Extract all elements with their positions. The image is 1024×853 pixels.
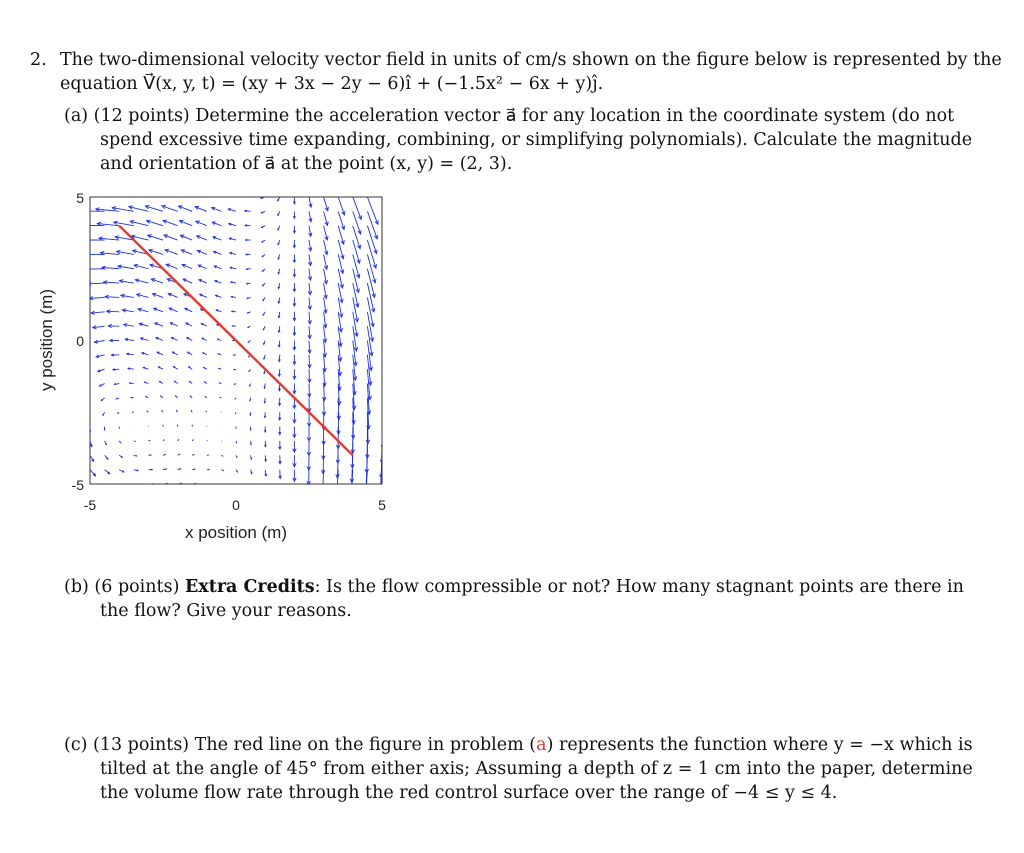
- arrow-shaft: [68, 254, 90, 256]
- arrow-head: [383, 401, 386, 405]
- arrow-head: [70, 269, 74, 272]
- velocity-arrow: [382, 226, 393, 259]
- velocity-arrow: [161, 191, 178, 197]
- arrow-head: [104, 429, 105, 430]
- velocity-arrow: [221, 455, 222, 456]
- arrow-head: [162, 411, 163, 412]
- arrow-head: [64, 226, 68, 229]
- arrow-head: [165, 469, 166, 470]
- arrow-head: [86, 267, 90, 270]
- part-a-line-1: (a) (12 points) Determine the acceleration vector a⃗ for any location in the coordinate system (do not: [64, 106, 955, 126]
- velocity-arrow: [382, 283, 391, 317]
- velocity-arrow: [293, 484, 296, 496]
- arrow-head: [233, 355, 234, 356]
- arrow-shaft: [382, 326, 387, 361]
- arrow-shaft: [63, 211, 90, 213]
- arrow-head: [389, 284, 392, 288]
- velocity-arrow: [83, 369, 90, 373]
- arrow-head: [234, 369, 235, 370]
- arrow-shaft: [144, 191, 163, 197]
- arrow-shaft: [66, 240, 90, 242]
- part-c-line-2: tilted at the angle of 45° from either axis; Assuming a depth of z = 1 cm into the paper, determine: [100, 759, 973, 779]
- velocity-arrow: [206, 411, 207, 412]
- part-a-line-3: and orientation of a⃗ at the point (x, y) = (2, 3).: [100, 154, 513, 174]
- arrow-shaft: [83, 369, 90, 373]
- velocity-arrow: [94, 193, 119, 197]
- arrow-shaft: [382, 312, 388, 347]
- arrow-head: [335, 503, 338, 507]
- arrow-shaft: [251, 484, 253, 488]
- arrow-head: [385, 357, 388, 361]
- arrow-shaft: [86, 398, 90, 403]
- arrow-head: [180, 469, 181, 470]
- arrow-head: [228, 194, 231, 197]
- arrow-head: [236, 442, 237, 443]
- velocity-arrow: [72, 283, 90, 287]
- arrow-shaft: [161, 191, 178, 197]
- velocity-arrow: [66, 240, 90, 244]
- arrow-head: [86, 401, 88, 403]
- arrow-shaft: [280, 484, 281, 493]
- arrow-head: [191, 411, 192, 412]
- velocity-arrow: [233, 355, 236, 356]
- arrow-head: [85, 386, 87, 388]
- arrow-head: [208, 469, 209, 470]
- problem-intro-line-2: equation V⃗(x, y, t) = (xy + 3x − 2y − 6)î + (−1.5x² − 6x + y)ĵ.: [60, 74, 604, 94]
- arrow-head: [123, 485, 125, 487]
- arrow-head: [390, 255, 393, 259]
- arrow-shaft: [79, 211, 104, 212]
- velocity-arrow: [382, 240, 393, 273]
- part-b-line-2: the flow? Give your reasons.: [100, 601, 352, 621]
- velocity-arrow: [111, 192, 134, 197]
- velocity-arrow: [68, 254, 90, 258]
- velocity-arrow: [64, 226, 90, 229]
- arrow-head: [144, 191, 148, 194]
- arrow-shaft: [194, 192, 207, 197]
- velocity-arrow: [349, 484, 353, 512]
- velocity-arrow: [144, 191, 163, 197]
- arrow-head: [250, 443, 251, 444]
- arrow-shaft: [382, 341, 387, 376]
- arrow-head: [72, 284, 76, 287]
- velocity-arrow: [382, 269, 391, 303]
- arrow-head: [88, 416, 90, 418]
- arrow-shaft: [81, 355, 90, 359]
- problem-intro-line-1: The two-dimensional velocity vector field in units of cm/s shown on the figure below is represented by the: [60, 50, 1002, 70]
- velocity-arrow: [382, 326, 389, 361]
- part-b-prefix: (b) (6 points): [64, 577, 185, 597]
- arrow-head: [118, 413, 119, 414]
- velocity-arrow: [105, 484, 112, 488]
- arrow-head: [81, 356, 85, 359]
- arrow-head: [321, 485, 324, 489]
- velocity-arrow: [86, 398, 90, 403]
- arrow-shaft: [382, 254, 391, 288]
- arrow-head: [307, 496, 310, 500]
- arrow-head: [161, 191, 165, 194]
- arrow-head: [83, 238, 87, 241]
- velocity-arrow: [382, 197, 395, 230]
- arrow-head: [111, 192, 115, 195]
- part-c-prefix: (c) (13 points) The red line on the figure in problem (: [64, 735, 537, 755]
- velocity-arrow: [236, 441, 237, 443]
- arrow-head: [205, 397, 206, 398]
- arrow-shaft: [308, 484, 309, 499]
- velocity-arrow: [265, 484, 267, 491]
- arrow-head: [382, 416, 385, 420]
- arrow-head: [379, 489, 382, 493]
- arrow-head: [63, 211, 67, 214]
- arrow-head: [61, 196, 65, 199]
- part-b-extra-credits: Extra Credits: [184, 577, 315, 597]
- arrow-head: [66, 240, 70, 243]
- arrow-head: [94, 193, 98, 196]
- arrow-shaft: [382, 197, 395, 230]
- arrow-shaft: [128, 192, 149, 197]
- arrow-head: [387, 328, 390, 332]
- arrow-head: [211, 193, 215, 196]
- velocity-arrow: [70, 269, 90, 273]
- x-tick-label: 0: [232, 497, 240, 513]
- arrow-head: [250, 414, 251, 415]
- velocity-arrow: [128, 191, 149, 197]
- arrow-head: [128, 191, 132, 194]
- arrow-shaft: [85, 384, 90, 389]
- arrow-shaft: [178, 191, 193, 197]
- arrow-shaft: [75, 312, 90, 315]
- arrow-head: [194, 192, 198, 195]
- y-tick-label: 5: [76, 190, 84, 206]
- velocity-arrow: [207, 469, 209, 470]
- arrow-shaft: [107, 311, 120, 312]
- velocity-arrow: [251, 484, 253, 488]
- arrow-shaft: [64, 226, 90, 228]
- arrow-head: [109, 486, 112, 488]
- arrow-shaft: [207, 440, 208, 441]
- velocity-arrow: [382, 312, 389, 347]
- velocity-arrow: [148, 440, 149, 441]
- x-tick-label: 5: [378, 497, 386, 513]
- arrow-shaft: [211, 193, 221, 197]
- velocity-arrow: [148, 469, 152, 470]
- part-a-line-2: spend excessive time expanding, combining, or simplifying polynomials). Calculate the magnitude: [100, 130, 973, 150]
- y-tick-label: 0: [76, 333, 84, 349]
- arrow-head: [391, 240, 394, 244]
- arrow-head: [178, 191, 182, 194]
- arrow-head: [321, 499, 324, 503]
- arrow-shaft: [90, 484, 97, 491]
- velocity-arrow: [148, 455, 151, 456]
- arrow-head: [94, 487, 97, 490]
- arrow-head: [223, 484, 224, 485]
- arrow-head: [293, 492, 296, 496]
- arrow-shaft: [72, 283, 90, 286]
- arrow-head: [384, 372, 387, 376]
- velocity-arrow: [321, 484, 324, 503]
- part-c-line-3: the volume flow rate through the red control surface over the range of −4 ≤ y ≤ 4.: [100, 783, 838, 803]
- arrow-shaft: [337, 484, 339, 507]
- arrow-head: [84, 253, 88, 256]
- velocity-arrow: [335, 484, 338, 507]
- arrow-head: [147, 411, 148, 412]
- velocity-arrow: [279, 484, 282, 493]
- arrow-head: [81, 224, 85, 227]
- velocity-arrow: [382, 211, 394, 244]
- velocity-arrow: [74, 297, 90, 301]
- velocity-arrow: [382, 341, 388, 376]
- arrow-head: [75, 313, 79, 316]
- arrow-shaft: [382, 355, 386, 390]
- arrow-head: [250, 400, 251, 401]
- velocity-arrow: [235, 412, 236, 413]
- velocity-arrow: [250, 427, 251, 430]
- velocity-arrow: [90, 484, 97, 491]
- arrow-head: [349, 508, 352, 512]
- arrow-head: [194, 469, 195, 470]
- arrow-head: [136, 455, 137, 456]
- arrow-head: [279, 490, 282, 493]
- arrow-head: [68, 255, 72, 258]
- arrow-shaft: [382, 211, 394, 244]
- velocity-arrow: [63, 211, 90, 214]
- arrow-head: [83, 371, 86, 374]
- arrow-head: [77, 327, 81, 330]
- arrow-head: [384, 387, 387, 391]
- part-b-line-1: [64, 575, 964, 599]
- velocity-arrow: [77, 326, 90, 330]
- arrow-head: [377, 518, 380, 522]
- arrow-shaft: [365, 484, 368, 517]
- y-axis-label: y position (m): [37, 288, 56, 392]
- velocity-arrow: [382, 384, 386, 420]
- arrow-shaft: [70, 269, 90, 272]
- arrow-head: [219, 383, 220, 384]
- arrow-head: [131, 397, 132, 398]
- arrow-head: [237, 485, 238, 486]
- velocity-arrow: [178, 191, 193, 197]
- arrow-head: [389, 269, 392, 273]
- arrow-head: [250, 429, 251, 430]
- velocity-arrow: [211, 193, 221, 197]
- arrow-head: [251, 487, 252, 489]
- arrow-shaft: [309, 369, 310, 382]
- arrow-head: [265, 488, 267, 490]
- arrow-shaft: [351, 484, 353, 512]
- velocity-arrow: [134, 441, 135, 442]
- y-tick-label: -5: [71, 477, 84, 493]
- x-tick-label: -5: [83, 497, 97, 513]
- velocity-arrow: [382, 355, 387, 390]
- arrow-shaft: [382, 297, 389, 331]
- arrow-shaft: [265, 484, 266, 491]
- arrow-head: [150, 455, 151, 456]
- velocity-arrow: [307, 484, 310, 499]
- velocity-field-figure: [30, 180, 410, 550]
- arrow-head: [392, 226, 395, 230]
- velocity-arrow: [75, 312, 90, 316]
- arrow-shaft: [105, 484, 112, 488]
- arrow-shaft: [382, 269, 391, 303]
- part-b-rest: : Is the flow compressible or not? How many stagnant points are there in: [314, 577, 964, 597]
- velocity-arrow: [81, 355, 90, 359]
- arrow-shaft: [77, 326, 90, 330]
- velocity-arrow: [194, 192, 207, 197]
- arrow-head: [364, 498, 367, 502]
- velocity-arrow: [363, 484, 367, 517]
- velocity-arrow: [382, 297, 390, 331]
- arrow-shaft: [74, 297, 90, 300]
- arrow-shaft: [323, 484, 324, 503]
- x-axis-label: x position (m): [184, 523, 288, 542]
- arrow-head: [79, 209, 83, 212]
- velocity-arrow: [104, 427, 105, 430]
- velocity-arrow: [85, 384, 90, 389]
- part-c-rest: ) represents the function where y = −x which is: [546, 735, 973, 755]
- arrow-head: [178, 440, 179, 441]
- part-c-ref: a: [536, 735, 547, 755]
- arrow-head: [363, 513, 366, 517]
- velocity-arrow: [382, 254, 392, 288]
- arrow-shaft: [382, 240, 392, 273]
- part-c-line-1: [64, 733, 973, 757]
- arrow-shaft: [111, 193, 134, 197]
- arrow-head: [387, 313, 390, 317]
- arrow-shaft: [382, 226, 393, 259]
- arrow-head: [388, 299, 391, 303]
- arrow-head: [350, 493, 353, 497]
- arrow-head: [386, 343, 389, 347]
- arrow-head: [74, 298, 78, 301]
- velocity-arrow: [207, 440, 208, 441]
- velocity-arrow: [382, 369, 387, 405]
- arrow-head: [233, 340, 234, 341]
- problem-number: 2.: [30, 50, 47, 70]
- arrow-shaft: [382, 283, 390, 317]
- arrow-head: [335, 489, 338, 493]
- arrow-head: [232, 325, 233, 326]
